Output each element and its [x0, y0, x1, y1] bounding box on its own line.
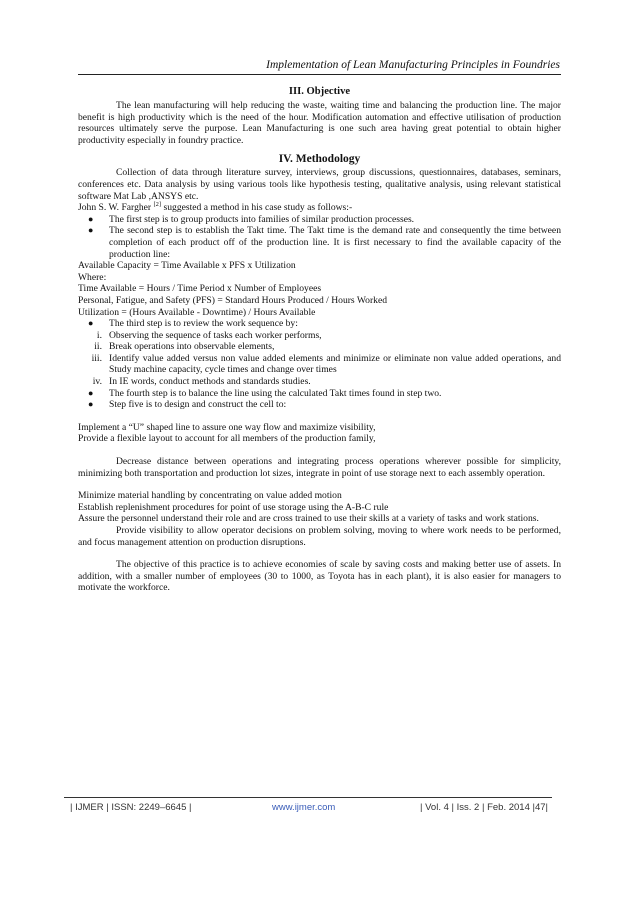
formula-line: Where:	[78, 271, 107, 283]
list-item: ● The third step is to review the work sequence by:	[88, 318, 298, 330]
bullet-icon: ●	[88, 213, 94, 224]
bullet-icon: ●	[88, 318, 94, 329]
cell-line: Implement a “U” shaped line to assure one way flow and maximize visibility,	[78, 421, 376, 433]
running-head: Implementation of Lean Manufacturing Principles in Foundries	[266, 59, 560, 71]
list-item: ii. Break operations into observable elements,	[94, 341, 275, 353]
decrease-paragraph: Decrease distance between operations and integrating process operations wherever possible for simplicity, minimizing both transportation and production lot sizes, integrate in point of use storage next to each assembly operation.	[78, 456, 561, 479]
personnel-line: Assure the personnel understand their role and are cross trained to use their skills at a variety of tasks and work stations.	[78, 513, 539, 525]
list-item: ● The first step is to group products into families of similar production processes.	[88, 213, 415, 225]
list-item: ● The second step is to establish the Takt time. The Takt time is the demand rate and consequently the time between completion of each product off of the production line. It is first necessary to find the available capacity of the production line:	[88, 225, 561, 260]
formula-line: Personal, Fatigue, and Safety (PFS) = Standard Hours Produced / Hours Worked	[78, 294, 388, 306]
bullet-icon: ●	[88, 399, 94, 410]
list-item: ● The fourth step is to balance the line using the calculated Takt times found in step two.	[88, 387, 442, 399]
formula-line: Utilization = (Hours Available - Downtime) / Hours Available	[78, 306, 316, 318]
bullet-icon: ●	[88, 387, 94, 398]
cite-name: John S. W. Fargher	[78, 202, 154, 214]
cite-rest: suggested a method in his case study as follows:-	[161, 202, 353, 214]
bullet-icon: ●	[88, 225, 94, 236]
list-item: iii. Identify value added versus non value added elements and minimize or eliminate non value added operations, and Study machine capacity, cycle times and change over times	[91, 352, 561, 376]
page-footer	[64, 797, 552, 816]
objective-paragraph: The lean manufacturing will help reducing the waste, waiting time and balancing the production line. The major benefit is high productivity which is the need of the hour. Modification automation and effective utilisation of production resources ultimately serve the purpose. Lean Manufacturing is one such area having great potential to obtain higher productivity especially in foundry practice.	[78, 100, 561, 146]
formula-line: Time Available = Hours / Time Period x Number of Employees	[78, 283, 322, 295]
cite-ref: [2]	[153, 201, 162, 209]
footer-website-link[interactable]: www.ijmer.com	[272, 802, 336, 813]
header-rule	[78, 74, 561, 75]
steps-list-2	[78, 318, 561, 330]
visibility-paragraph: Provide visibility to allow operator decisions on problem solving, moving to where work needs to be performed, and focus management attention on production disruptions.	[78, 525, 561, 548]
list-item: iv. In IE words, conduct methods and standards studies.	[92, 376, 311, 388]
body-text	[78, 85, 561, 594]
section-title-objective: III. Objective	[288, 86, 351, 97]
footer-volume: | Vol. 4 | Iss. 2 | Feb. 2014 |47|	[420, 802, 548, 813]
section-title-methodology: IV. Methodology	[278, 153, 361, 166]
replenishment-line: Establish replenishment procedures for point of use storage using the A-B-C rule	[78, 501, 389, 513]
list-item: ● Step five is to design and construct the cell to:	[88, 399, 287, 411]
footer-journal: | IJMER | ISSN: 2249–6645 |	[70, 802, 192, 813]
citation-line	[78, 202, 561, 214]
minimize-line: Minimize material handling by concentrating on value added motion	[78, 490, 342, 502]
list-item: i. Observing the sequence of tasks each worker performs,	[96, 329, 322, 341]
formula-line: Available Capacity = Time Available x PFS x Utilization	[78, 260, 296, 272]
cell-line: Provide a flexible layout to account for all members of the production family,	[78, 433, 376, 445]
methodology-intro: Collection of data through literature survey, interviews, group discussions, questionnaires, databases, seminars, conferences etc. Data analysis by using various tools like hypothesis testing, qualitative analysis, using relevant statistical software Mat Lab ,ANSYS etc.	[78, 167, 561, 202]
steps-list-1	[78, 214, 561, 260]
roman-list	[78, 330, 561, 388]
objective-practice-paragraph: The objective of this practice is to achieve economies of scale by saving costs and making better use of assets. In addition, with a smaller number of employees (30 to 1000, as Toyota has in each plant), it is also easier for managers to motivate the workforce.	[78, 559, 561, 594]
steps-list-3	[78, 388, 561, 411]
